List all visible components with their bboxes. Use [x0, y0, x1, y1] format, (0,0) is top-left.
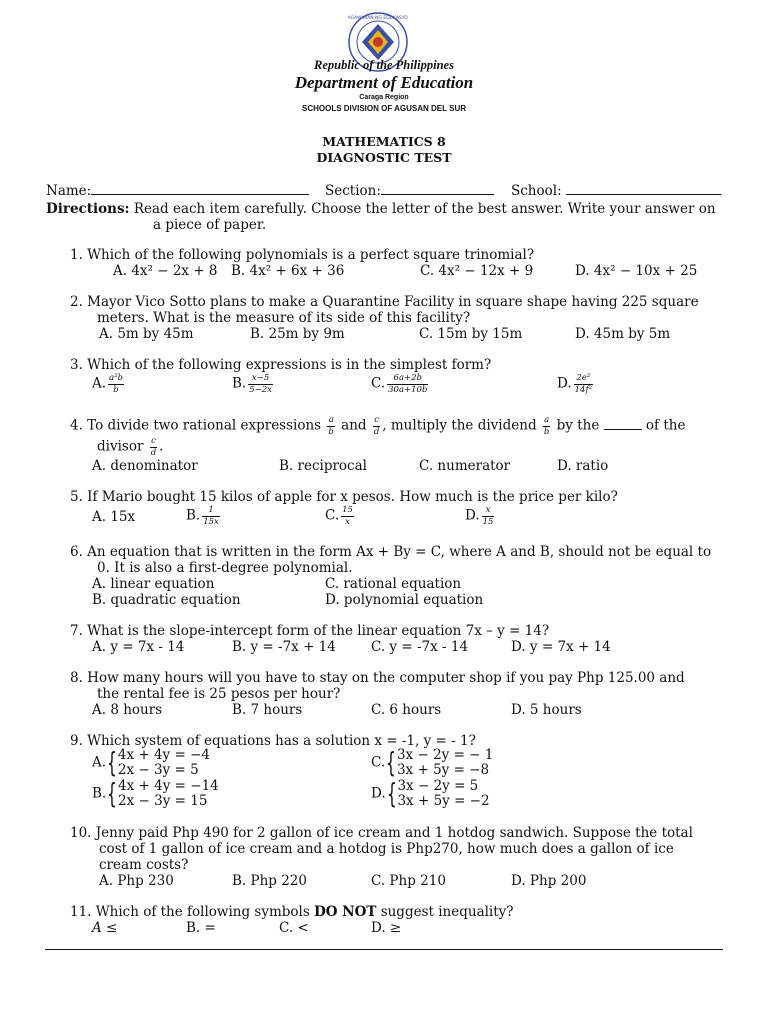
question-8-text-1: 8. How many hours will you have to stay on the computer shop if you pay Php 125.00 and [70, 670, 685, 686]
q6-option-b: B. quadratic equation [92, 592, 241, 608]
q4-fraction-c-over-d: $\frac{c}{d}$ [373, 415, 380, 437]
q8-option-a: A. 8 hours [92, 702, 163, 718]
question-4-text-1: 4. To divide two rational expressions $\frac{a}{b}$ and $\frac{c}{d}$ , multiply the dividend $\frac{a}{b}$ by the of the [70, 415, 686, 437]
q3-c-fraction: $\frac{6a+2b}{30a+10b}$ [388, 373, 428, 395]
division-line: SCHOOLS DIVISION OF AGUSAN DEL SUR [301, 104, 466, 113]
q7-option-c: C. y = -7x - 14 [371, 639, 469, 655]
q4-fraction-dividend: $\frac{a}{b}$ [543, 415, 550, 437]
q5-option-a: A. 15x [92, 509, 136, 525]
q10-option-c: C. Php 210 [371, 873, 446, 889]
q1-option-b: B. 4x² + 6x + 36 [231, 263, 345, 279]
svg-text:KAGAWARAN NG EDUKASYON: KAGAWARAN NG EDUKASYON [348, 16, 408, 21]
question-10-text-3: cream costs? [99, 857, 189, 873]
question-2-text-1: 2. Mayor Vico Sotto plans to make a Quarantine Facility in square shape having 225 square [70, 294, 699, 310]
q2-option-a: A. 5m by 45m [99, 326, 194, 342]
q11-option-c: C. < [279, 920, 309, 936]
test-title-type: DIAGNOSTIC TEST [316, 150, 452, 165]
q1-option-c: C. 4x² − 12x + 9 [420, 263, 534, 279]
q3-option-d: D. $\frac{\text{2e²}}{\text{14f²}}$ [557, 373, 593, 395]
question-5-text: 5. If Mario bought 15 kilos of apple for x pesos. How much is the price per kilo? [70, 489, 618, 505]
question-9-text: 9. Which system of equations has a solution x = -1, y = - 1? [70, 733, 476, 749]
q2-option-c: C. 15m by 15m [419, 326, 523, 342]
q5-d-fraction: $\frac{x}{15}$ [482, 505, 494, 527]
q4-answer-blank [604, 417, 642, 430]
q4-option-d: D. ratio [557, 458, 609, 474]
q9-option-a: A.{ 4x + 4y = −4 2x − 3y = 5 [92, 746, 210, 779]
q11-option-a: A ≤ [92, 920, 118, 936]
question-11-text: 11. Which of the following symbols DO NOT suggest inequality? [70, 904, 514, 920]
department-line: Department of Education [294, 73, 474, 92]
question-6-text-2: 0. It is also a first-degree polynomial. [97, 560, 353, 576]
q3-a-fraction: $\frac{\text{a²b}}{b}$ [109, 373, 123, 395]
q1-option-a: A. 4x² − 2x + 8 [113, 263, 218, 279]
name-blank [91, 182, 309, 195]
q3-b-fraction: $\frac{x-5}{5-2x}$ [249, 373, 272, 395]
name-field: Name: [46, 182, 309, 199]
section-blank [381, 182, 494, 195]
q5-b-fraction: $\frac{1}{15x}$ [203, 505, 219, 527]
question-2-text-2: meters. What is the measure of its side of this facility? [97, 310, 471, 326]
question-4-text-2: divisor $\frac{c}{d}$ . [97, 436, 164, 458]
brace-icon: { [386, 746, 396, 779]
question-7-text: 7. What is the slope-intercept form of the linear equation 7x – y = 14? [70, 623, 550, 639]
directions-line-1: Directions: Read each item carefully. Choose the letter of the best answer. Write your answer on [46, 201, 716, 217]
q4-fraction-divisor: $\frac{c}{d}$ [150, 436, 157, 458]
q5-option-c: C. $\frac{15}{x}$ [325, 505, 353, 527]
q6-option-a: A. linear equation [92, 576, 215, 592]
directions-line-2: a piece of paper. [153, 217, 267, 233]
q5-option-d: D. $\frac{x}{15}$ [465, 505, 494, 527]
question-8-text-2: the rental fee is 25 pesos per hour? [97, 686, 341, 702]
q11-option-d: D. ≥ [371, 920, 402, 936]
q9-option-d: D.{ 3x − 2y = 5 3x + 5y = −2 [371, 777, 490, 810]
q7-option-d: D. y = 7x + 14 [511, 639, 611, 655]
q4-option-c: C. numerator [419, 458, 511, 474]
q6-option-c: C. rational equation [325, 576, 462, 592]
brace-icon: { [107, 777, 118, 810]
q4-fraction-a-over-b: $\frac{a}{b}$ [328, 415, 334, 437]
q3-d-fraction: $\frac{\text{2e²}}{\text{14f²}}$ [574, 373, 593, 395]
footer-divider [45, 949, 723, 950]
q11-option-b: B. = [186, 920, 216, 936]
q5-c-fraction: $\frac{15}{x}$ [342, 505, 353, 527]
question-10-text-2: cost of 1 gallon of ice cream and a hotdog is Php270, how much does a gallon of ice [99, 841, 674, 857]
q10-option-a: A. Php 230 [99, 873, 174, 889]
region-line: Caraga Region [359, 94, 409, 101]
section-field: Section: [325, 182, 494, 199]
brace-icon: { [107, 746, 117, 779]
q2-option-d: D. 45m by 5m [575, 326, 671, 342]
q8-option-c: C. 6 hours [371, 702, 442, 718]
q8-option-d: D. 5 hours [511, 702, 582, 718]
question-3-text: 3. Which of the following expressions is in the simplest form? [70, 357, 492, 373]
q5-option-b: B. $\frac{1}{15x}$ [186, 505, 219, 527]
q1-option-d: D. 4x² − 10x + 25 [575, 263, 698, 279]
question-10-text-1: 10. Jenny paid Php 490 for 2 gallon of ice cream and 1 hotdog sandwich. Suppose the total [70, 825, 693, 841]
q9-option-b: B.{ 4x + 4y = −14 2x − 3y = 15 [92, 777, 219, 810]
question-1-text: 1. Which of the following polynomials is a perfect square trinomial? [70, 247, 535, 263]
q4-option-b: B. reciprocal [279, 458, 367, 474]
q10-option-d: D. Php 200 [511, 873, 587, 889]
q3-option-a: A. $\frac{\text{a²b}}{b}$ [92, 373, 123, 395]
q11-emphasis: DO NOT [314, 904, 377, 920]
q10-option-b: B. Php 220 [232, 873, 307, 889]
q6-option-d: D. polynomial equation [325, 592, 484, 608]
q3-option-c: C. $\frac{6a+2b}{30a+10b}$ [371, 373, 428, 395]
q4-option-a: A. denominator [92, 458, 198, 474]
test-title-subject: MATHEMATICS 8 [322, 134, 446, 149]
brace-icon: { [386, 777, 397, 810]
directions-label: Directions: [46, 201, 130, 217]
q7-option-b: B. y = -7x + 14 [232, 639, 336, 655]
question-6-text-1: 6. An equation that is written in the form Ax + By = C, where A and B, should not be equal to [70, 544, 712, 560]
school-blank [566, 182, 721, 195]
q2-option-b: B. 25m by 9m [250, 326, 345, 342]
q9-option-c: C.{ 3x − 2y = − 1 3x + 5y = −8 [371, 746, 494, 779]
q8-option-b: B. 7 hours [232, 702, 303, 718]
q7-option-a: A. y = 7x - 14 [92, 639, 185, 655]
republic-line: Republic of the Philippines [314, 58, 454, 72]
school-field: School: [511, 182, 721, 199]
q3-option-b: B. $\frac{x-5}{5-2x}$ [232, 373, 272, 395]
